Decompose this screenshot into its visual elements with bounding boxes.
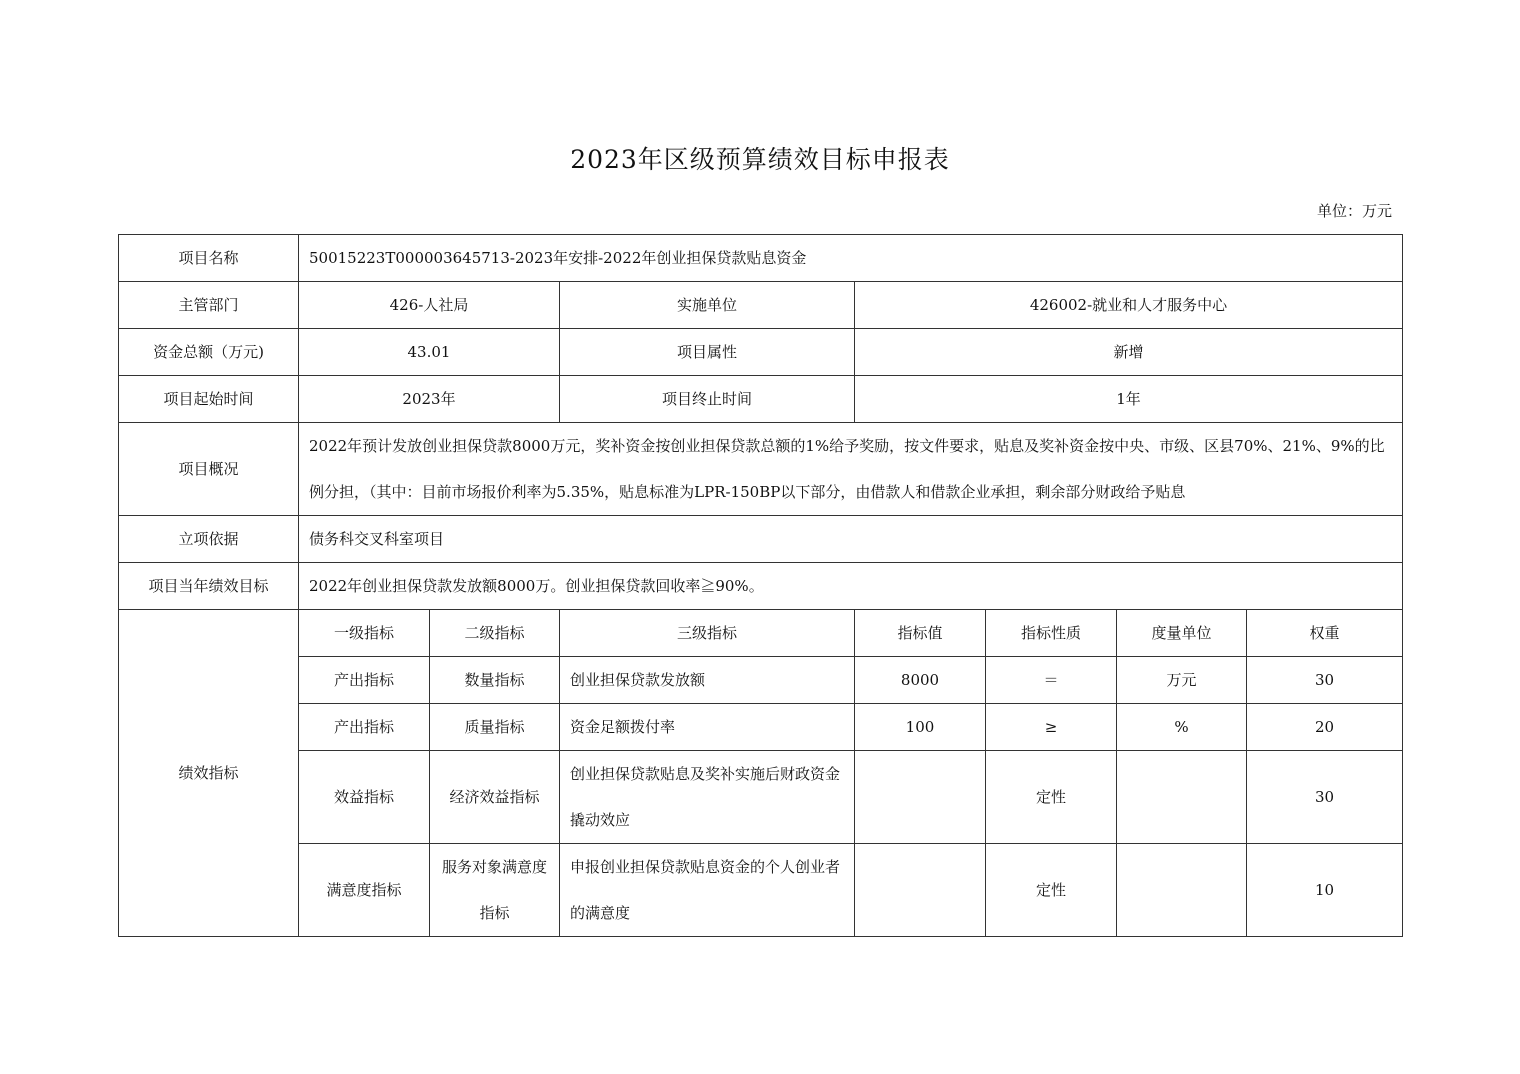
indicator-nature: 定性: [986, 751, 1117, 844]
unit-label: 单位：万元: [1316, 202, 1392, 220]
department-value: 426-人社局: [299, 282, 560, 329]
indicator-value: [855, 751, 986, 844]
project-attribute-label: 项目属性: [560, 329, 855, 376]
indicator-level2: 经济效益指标: [430, 751, 560, 844]
implementing-unit-label: 实施单位: [560, 282, 855, 329]
indicator-level1: 产出指标: [299, 657, 430, 704]
performance-target-table: [118, 234, 1403, 937]
indicator-nature: ＝: [986, 657, 1117, 704]
fund-total-label: 资金总额（万元): [119, 329, 299, 376]
header-nature: 指标性质: [986, 610, 1117, 657]
indicator-weight: 30: [1247, 657, 1403, 704]
header-unit: 度量单位: [1117, 610, 1247, 657]
table-row: [119, 751, 1403, 844]
start-time-value: 2023年: [299, 376, 560, 423]
indicator-level1: 效益指标: [299, 751, 430, 844]
indicator-value: 8000: [855, 657, 986, 704]
indicator-level3: 创业担保贷款贴息及奖补实施后财政资金撬动效应: [560, 751, 855, 844]
header-weight: 权重: [1247, 610, 1403, 657]
goal-value: 2022年创业担保贷款发放额8000万。创业担保贷款回收率≧90%。: [299, 563, 1403, 610]
indicator-unit: [1117, 844, 1247, 937]
indicator-level1: 满意度指标: [299, 844, 430, 937]
table-row: [119, 704, 1403, 751]
header-level2: 二级指标: [430, 610, 560, 657]
indicator-level3: 资金足额拨付率: [560, 704, 855, 751]
goal-label: 项目当年绩效目标: [119, 563, 299, 610]
indicator-level3: 申报创业担保贷款贴息资金的个人创业者的满意度: [560, 844, 855, 937]
indicator-value: [855, 844, 986, 937]
department-label: 主管部门: [119, 282, 299, 329]
indicator-level2: 数量指标: [430, 657, 560, 704]
indicator-nature: ≥: [986, 704, 1117, 751]
fund-total-value: 43.01: [299, 329, 560, 376]
end-time-value: 1年: [855, 376, 1403, 423]
project-name-label: 项目名称: [119, 235, 299, 282]
indicator-weight: 10: [1247, 844, 1403, 937]
indicator-unit: %: [1117, 704, 1247, 751]
start-time-label: 项目起始时间: [119, 376, 299, 423]
row-indicator-header: [119, 610, 1403, 657]
indicator-level2: 服务对象满意度指标: [430, 844, 560, 937]
row-overview: [119, 423, 1403, 516]
overview-value: 2022年预计发放创业担保贷款8000万元，奖补资金按创业担保贷款总额的1%给予奖励，按文件要求，贴息及奖补资金按中央、市级、区县70%、21%、9%的比例分担，（其中：目前市场报价利率为5.35%，贴息标准为LPR-150BP以下部分，由借款人和借款企业承担，剩余部分财政给予贴息: [299, 423, 1403, 516]
row-department: [119, 282, 1403, 329]
indicators-section-label: 绩效指标: [119, 610, 299, 937]
header-level1: 一级指标: [299, 610, 430, 657]
basis-label: 立项依据: [119, 516, 299, 563]
row-fund: [119, 329, 1403, 376]
table-row: [119, 844, 1403, 937]
row-time: [119, 376, 1403, 423]
table-row: [119, 657, 1403, 704]
indicator-weight: 20: [1247, 704, 1403, 751]
indicator-unit: [1117, 751, 1247, 844]
overview-label: 项目概况: [119, 423, 299, 516]
row-basis: [119, 516, 1403, 563]
row-project-name: [119, 235, 1403, 282]
header-level3: 三级指标: [560, 610, 855, 657]
indicator-unit: 万元: [1117, 657, 1247, 704]
indicator-level3: 创业担保贷款发放额: [560, 657, 855, 704]
header-value: 指标值: [855, 610, 986, 657]
row-goal: [119, 563, 1403, 610]
indicator-value: 100: [855, 704, 986, 751]
indicator-nature: 定性: [986, 844, 1117, 937]
indicator-level1: 产出指标: [299, 704, 430, 751]
indicator-level2: 质量指标: [430, 704, 560, 751]
end-time-label: 项目终止时间: [560, 376, 855, 423]
indicator-weight: 30: [1247, 751, 1403, 844]
implementing-unit-value: 426002-就业和人才服务中心: [855, 282, 1403, 329]
basis-value: 债务科交叉科室项目: [299, 516, 1403, 563]
project-name-value: 50015223T000003645713-2023年安排-2022年创业担保贷款贴息资金: [299, 235, 1403, 282]
page-title: 2023年区级预算绩效目标申报表: [570, 145, 950, 174]
project-attribute-value: 新增: [855, 329, 1403, 376]
